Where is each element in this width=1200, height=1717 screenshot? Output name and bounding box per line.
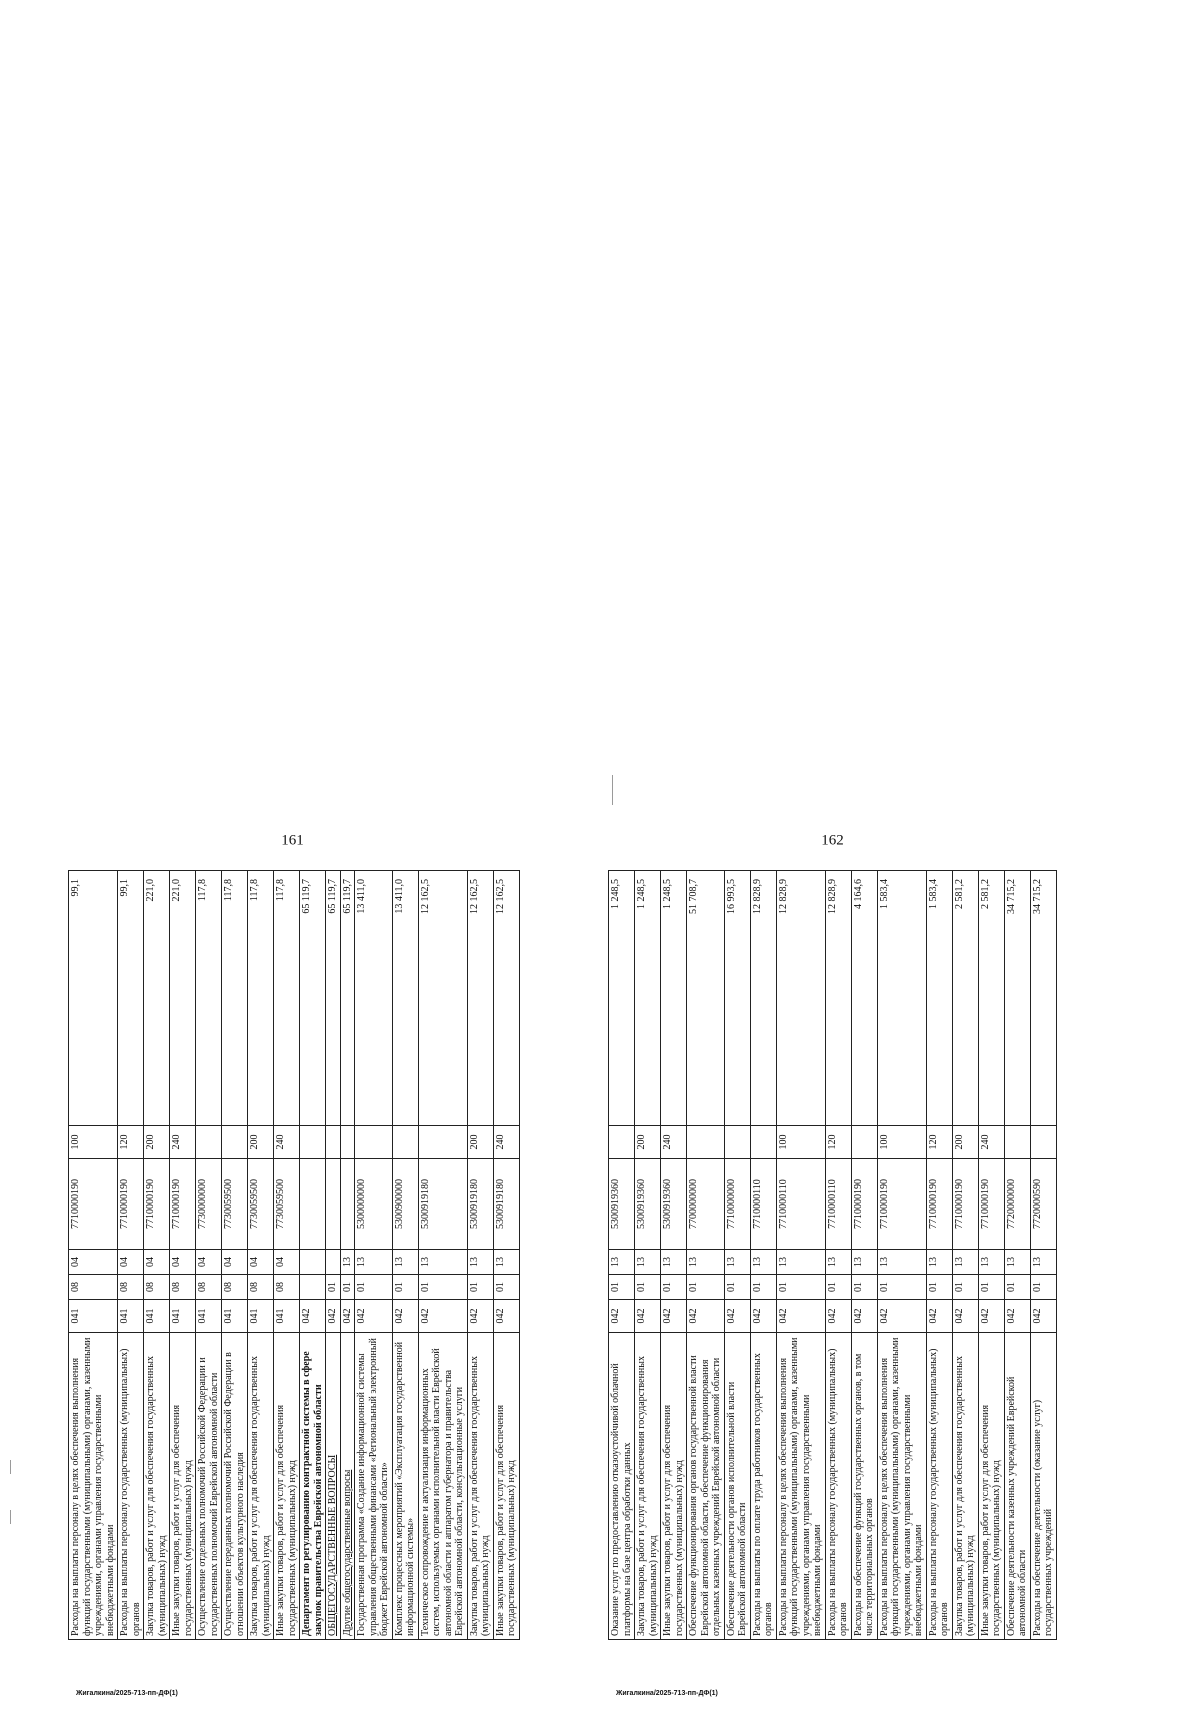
row-grbs-code: 041 bbox=[69, 1300, 118, 1333]
row-subsection-code: 04 bbox=[274, 1250, 300, 1275]
row-amount: 2 581,2 bbox=[978, 871, 1004, 1126]
row-section-code: 01 bbox=[877, 1275, 926, 1300]
row-grbs-code: 042 bbox=[750, 1300, 776, 1333]
table-row bbox=[1030, 871, 1056, 1640]
row-grbs-code: 041 bbox=[170, 1300, 196, 1333]
row-target-article-code: 7710000190 bbox=[926, 1159, 952, 1250]
row-section-code: 08 bbox=[196, 1275, 222, 1300]
row-name: Другие общегосударственные вопросы bbox=[340, 1333, 355, 1640]
row-section-code: 01 bbox=[661, 1275, 687, 1300]
row-grbs-code: 042 bbox=[355, 1300, 393, 1333]
scan-mark bbox=[10, 1460, 11, 1474]
row-amount: 12 162,5 bbox=[418, 871, 467, 1126]
row-expense-type-code: 120 bbox=[118, 1126, 144, 1159]
row-subsection-code: 13 bbox=[635, 1250, 661, 1275]
row-section-code: 01 bbox=[1004, 1275, 1030, 1300]
row-amount: 65 119,7 bbox=[340, 871, 355, 1126]
row-amount: 117,8 bbox=[248, 871, 274, 1126]
row-name: Расходы на выплаты персоналу в целях обеспечения выполнения функций государственными (муниципальными) органами, казенными учреждениями, органами управления государственными внебюджетными фондами bbox=[877, 1333, 926, 1640]
row-amount: 12 162,5 bbox=[467, 871, 493, 1126]
row-name: Иные закупки товаров, работ и услуг для обеспечения государственных (муниципальных) нужд bbox=[978, 1333, 1004, 1640]
row-amount: 12 828,9 bbox=[825, 871, 851, 1126]
page-number: 162 bbox=[821, 832, 844, 849]
row-section-code: 01 bbox=[355, 1275, 393, 1300]
row-expense-type-code bbox=[851, 1126, 877, 1159]
row-grbs-code: 042 bbox=[340, 1300, 355, 1333]
row-amount: 99,1 bbox=[69, 871, 118, 1126]
row-grbs-code: 041 bbox=[118, 1300, 144, 1333]
row-expense-type-code bbox=[750, 1126, 776, 1159]
row-section-code: 01 bbox=[926, 1275, 952, 1300]
row-expense-type-code bbox=[392, 1126, 418, 1159]
row-expense-type-code: 100 bbox=[69, 1126, 118, 1159]
row-name: Расходы на обеспечение функций государственных органов, в том числе территориальных органов bbox=[851, 1333, 877, 1640]
row-section-code: 01 bbox=[340, 1275, 355, 1300]
row-subsection-code: 13 bbox=[418, 1250, 467, 1275]
table-row bbox=[196, 871, 222, 1640]
row-grbs-code: 042 bbox=[635, 1300, 661, 1333]
row-name: Расходы на выплаты персоналу в целях обеспечения выполнения функций государственными (муниципальными) органами, казенными учреждениями, органами управления государственными внебюджетными фондами bbox=[776, 1333, 825, 1640]
row-section-code: 01 bbox=[851, 1275, 877, 1300]
row-name: Обеспечение функционирования органов государственной власти Еврейской автономной области, обеспечение функционирования отдельных казенных учреждений Еврейской автономной области bbox=[687, 1333, 725, 1640]
row-name: ОБЩЕГОСУДАРСТВЕННЫЕ ВОПРОСЫ bbox=[326, 1333, 341, 1640]
row-amount: 221,0 bbox=[170, 871, 196, 1126]
row-subsection-code: 04 bbox=[248, 1250, 274, 1275]
row-expense-type-code bbox=[687, 1126, 725, 1159]
row-amount: 34 715,2 bbox=[1030, 871, 1056, 1126]
table-row bbox=[69, 871, 118, 1640]
table-row bbox=[222, 871, 248, 1640]
row-target-article-code: 7710000190 bbox=[877, 1159, 926, 1250]
table-row bbox=[340, 871, 355, 1640]
row-name: Обеспечение деятельности казенных учреждений Еврейской автономной области bbox=[1004, 1333, 1030, 1640]
row-expense-type-code: 200 bbox=[952, 1126, 978, 1159]
row-subsection-code: 13 bbox=[750, 1250, 776, 1275]
row-target-article-code: 7710000190 bbox=[978, 1159, 1004, 1250]
row-section-code: 08 bbox=[118, 1275, 144, 1300]
table-row bbox=[170, 871, 196, 1640]
row-name: Комплекс процессных мероприятий «Эксплуатация государственной информационной системы» bbox=[392, 1333, 418, 1640]
row-amount: 2 581,2 bbox=[952, 871, 978, 1126]
row-section-code: 01 bbox=[952, 1275, 978, 1300]
row-amount: 16 993,5 bbox=[724, 871, 750, 1126]
row-grbs-code: 042 bbox=[825, 1300, 851, 1333]
row-target-article-code: 5300919180 bbox=[493, 1159, 519, 1250]
row-subsection-code bbox=[300, 1250, 326, 1275]
row-section-code: 01 bbox=[724, 1275, 750, 1300]
row-expense-type-code bbox=[222, 1126, 248, 1159]
row-subsection-code: 13 bbox=[1004, 1250, 1030, 1275]
row-grbs-code: 042 bbox=[609, 1300, 635, 1333]
scan-mark bbox=[10, 1510, 11, 1524]
row-subsection-code: 13 bbox=[340, 1250, 355, 1275]
budget-table bbox=[608, 870, 1057, 1640]
row-section-code bbox=[300, 1275, 326, 1300]
row-grbs-code: 041 bbox=[274, 1300, 300, 1333]
row-grbs-code: 042 bbox=[418, 1300, 467, 1333]
row-target-article-code: 5300919180 bbox=[418, 1159, 467, 1250]
row-expense-type-code: 120 bbox=[926, 1126, 952, 1159]
table-row bbox=[609, 871, 635, 1640]
row-target-article-code: 7710000190 bbox=[118, 1159, 144, 1250]
row-name: Закупка товаров, работ и услуг для обеспечения государственных (муниципальных) нужд bbox=[635, 1333, 661, 1640]
row-expense-type-code bbox=[1030, 1126, 1056, 1159]
row-amount: 1 583,4 bbox=[877, 871, 926, 1126]
page-161 bbox=[68, 832, 517, 1700]
row-expense-type-code bbox=[724, 1126, 750, 1159]
row-amount: 13 411,0 bbox=[355, 871, 393, 1126]
row-expense-type-code: 100 bbox=[877, 1126, 926, 1159]
row-target-article-code: 7700000000 bbox=[687, 1159, 725, 1250]
row-target-article-code bbox=[326, 1159, 341, 1250]
row-target-article-code: 7710000190 bbox=[170, 1159, 196, 1250]
row-name: Расходы на выплаты по оплате труда работников государственных органов bbox=[750, 1333, 776, 1640]
row-target-article-code: 7710000190 bbox=[69, 1159, 118, 1250]
row-amount: 13 411,0 bbox=[392, 871, 418, 1126]
row-section-code: 08 bbox=[144, 1275, 170, 1300]
row-subsection-code: 13 bbox=[493, 1250, 519, 1275]
row-name: Иные закупки товаров, работ и услуг для обеспечения государственных (муниципальных) нужд bbox=[274, 1333, 300, 1640]
table-row bbox=[661, 871, 687, 1640]
row-target-article-code: 7730059500 bbox=[248, 1159, 274, 1250]
row-expense-type-code bbox=[326, 1126, 341, 1159]
row-grbs-code: 042 bbox=[851, 1300, 877, 1333]
row-expense-type-code: 200 bbox=[144, 1126, 170, 1159]
row-grbs-code: 042 bbox=[978, 1300, 1004, 1333]
row-grbs-code: 042 bbox=[926, 1300, 952, 1333]
row-target-article-code: 7710000190 bbox=[952, 1159, 978, 1250]
row-expense-type-code: 240 bbox=[493, 1126, 519, 1159]
row-section-code: 08 bbox=[69, 1275, 118, 1300]
row-amount: 1 248,5 bbox=[661, 871, 687, 1126]
row-target-article-code bbox=[300, 1159, 326, 1250]
row-amount: 12 162,5 bbox=[493, 871, 519, 1126]
row-target-article-code: 7710000190 bbox=[851, 1159, 877, 1250]
row-section-code: 01 bbox=[687, 1275, 725, 1300]
row-name: Закупка товаров, работ и услуг для обеспечения государственных (муниципальных) нужд bbox=[467, 1333, 493, 1640]
row-subsection-code: 04 bbox=[118, 1250, 144, 1275]
table-row bbox=[877, 871, 926, 1640]
row-name: Государственная программа «Создание информационной системы управления общественными финансами «Региональный электронный бюджет Еврейской автономной области» bbox=[355, 1333, 393, 1640]
row-subsection-code: 13 bbox=[952, 1250, 978, 1275]
page-number: 161 bbox=[281, 832, 304, 849]
row-amount: 1 583,4 bbox=[926, 871, 952, 1126]
row-subsection-code: 13 bbox=[609, 1250, 635, 1275]
row-target-article-code bbox=[340, 1159, 355, 1250]
budget-table bbox=[68, 870, 520, 1640]
row-section-code: 01 bbox=[978, 1275, 1004, 1300]
row-subsection-code: 13 bbox=[355, 1250, 393, 1275]
row-expense-type-code bbox=[355, 1126, 393, 1159]
row-subsection-code: 13 bbox=[467, 1250, 493, 1275]
row-target-article-code: 7720000590 bbox=[1030, 1159, 1056, 1250]
row-target-article-code: 5300919360 bbox=[635, 1159, 661, 1250]
row-target-article-code: 7730059500 bbox=[222, 1159, 248, 1250]
row-expense-type-code: 200 bbox=[635, 1126, 661, 1159]
row-amount: 221,0 bbox=[144, 871, 170, 1126]
row-grbs-code: 042 bbox=[687, 1300, 725, 1333]
row-amount: 65 119,7 bbox=[326, 871, 341, 1126]
row-section-code: 01 bbox=[493, 1275, 519, 1300]
table-row bbox=[776, 871, 825, 1640]
row-target-article-code: 7710000110 bbox=[825, 1159, 851, 1250]
row-target-article-code: 5300900000 bbox=[392, 1159, 418, 1250]
row-section-code: 08 bbox=[248, 1275, 274, 1300]
row-amount: 12 828,9 bbox=[750, 871, 776, 1126]
table-row bbox=[635, 871, 661, 1640]
row-grbs-code: 042 bbox=[952, 1300, 978, 1333]
row-name: Техническое сопровождение и актуализация информационных систем, используемых органами исполнительной власти Еврейской автономной области и аппаратом губернатора и правительства Еврейской автономной области, консультационные услуги bbox=[418, 1333, 467, 1640]
row-expense-type-code bbox=[418, 1126, 467, 1159]
row-expense-type-code: 240 bbox=[170, 1126, 196, 1159]
row-target-article-code: 7730000000 bbox=[196, 1159, 222, 1250]
row-grbs-code: 042 bbox=[392, 1300, 418, 1333]
row-section-code: 08 bbox=[274, 1275, 300, 1300]
row-expense-type-code: 240 bbox=[978, 1126, 1004, 1159]
row-target-article-code: 7730059500 bbox=[274, 1159, 300, 1250]
row-grbs-code: 041 bbox=[248, 1300, 274, 1333]
row-section-code: 01 bbox=[609, 1275, 635, 1300]
row-subsection-code bbox=[326, 1250, 341, 1275]
table-row bbox=[825, 871, 851, 1640]
table-row bbox=[248, 871, 274, 1640]
row-subsection-code: 13 bbox=[776, 1250, 825, 1275]
row-amount: 4 164,6 bbox=[851, 871, 877, 1126]
row-grbs-code: 041 bbox=[222, 1300, 248, 1333]
row-subsection-code: 04 bbox=[69, 1250, 118, 1275]
row-expense-type-code: 240 bbox=[274, 1126, 300, 1159]
row-expense-type-code: 240 bbox=[661, 1126, 687, 1159]
row-amount: 34 715,2 bbox=[1004, 871, 1030, 1126]
row-target-article-code: 5300919360 bbox=[661, 1159, 687, 1250]
table-row bbox=[300, 871, 326, 1640]
table-row bbox=[687, 871, 725, 1640]
row-expense-type-code bbox=[340, 1126, 355, 1159]
row-target-article-code: 7710000110 bbox=[750, 1159, 776, 1250]
row-subsection-code: 13 bbox=[851, 1250, 877, 1275]
row-amount: 117,8 bbox=[196, 871, 222, 1126]
row-grbs-code: 042 bbox=[326, 1300, 341, 1333]
row-subsection-code: 13 bbox=[687, 1250, 725, 1275]
table-row bbox=[724, 871, 750, 1640]
row-grbs-code: 042 bbox=[1004, 1300, 1030, 1333]
row-amount: 117,8 bbox=[222, 871, 248, 1126]
row-grbs-code: 042 bbox=[300, 1300, 326, 1333]
row-section-code: 01 bbox=[776, 1275, 825, 1300]
row-amount: 65 119,7 bbox=[300, 871, 326, 1126]
row-expense-type-code bbox=[1004, 1126, 1030, 1159]
row-name: Расходы на обеспечение деятельности (оказание услуг) государственных учреждений bbox=[1030, 1333, 1056, 1640]
row-amount: 12 828,9 bbox=[776, 871, 825, 1126]
table-row bbox=[851, 871, 877, 1640]
row-subsection-code: 13 bbox=[392, 1250, 418, 1275]
row-subsection-code: 04 bbox=[196, 1250, 222, 1275]
row-grbs-code: 042 bbox=[661, 1300, 687, 1333]
row-expense-type-code bbox=[300, 1126, 326, 1159]
row-section-code: 08 bbox=[222, 1275, 248, 1300]
table-row bbox=[274, 871, 300, 1640]
row-subsection-code: 13 bbox=[978, 1250, 1004, 1275]
row-name: Расходы на выплаты персоналу государственных (муниципальных) органов bbox=[926, 1333, 952, 1640]
row-target-article-code: 5300000000 bbox=[355, 1159, 393, 1250]
row-name: Расходы на выплаты персоналу государственных (муниципальных) органов bbox=[825, 1333, 851, 1640]
row-section-code: 01 bbox=[467, 1275, 493, 1300]
row-expense-type-code: 200 bbox=[248, 1126, 274, 1159]
row-section-code: 01 bbox=[750, 1275, 776, 1300]
table-row bbox=[493, 871, 519, 1640]
row-grbs-code: 042 bbox=[1030, 1300, 1056, 1333]
table-row bbox=[926, 871, 952, 1640]
scan-mark bbox=[612, 775, 613, 805]
row-name: Расходы на выплаты персоналу государственных (муниципальных) органов bbox=[118, 1333, 144, 1640]
row-amount: 51 708,7 bbox=[687, 871, 725, 1126]
table-row bbox=[118, 871, 144, 1640]
row-grbs-code: 042 bbox=[467, 1300, 493, 1333]
row-section-code: 01 bbox=[635, 1275, 661, 1300]
row-expense-type-code bbox=[196, 1126, 222, 1159]
row-target-article-code: 7710000000 bbox=[724, 1159, 750, 1250]
table-row bbox=[750, 871, 776, 1640]
row-amount: 117,8 bbox=[274, 871, 300, 1126]
row-target-article-code: 5300919360 bbox=[609, 1159, 635, 1250]
row-grbs-code: 041 bbox=[196, 1300, 222, 1333]
row-section-code: 01 bbox=[418, 1275, 467, 1300]
row-subsection-code: 13 bbox=[825, 1250, 851, 1275]
row-subsection-code: 04 bbox=[222, 1250, 248, 1275]
table-row bbox=[392, 871, 418, 1640]
row-target-article-code: 7710000190 bbox=[144, 1159, 170, 1250]
row-name: Закупка товаров, работ и услуг для обеспечения государственных (муниципальных) нужд bbox=[144, 1333, 170, 1640]
row-section-code: 01 bbox=[392, 1275, 418, 1300]
row-expense-type-code bbox=[609, 1126, 635, 1159]
row-grbs-code: 042 bbox=[877, 1300, 926, 1333]
row-subsection-code: 13 bbox=[724, 1250, 750, 1275]
row-name: Оказание услуг по предоставлению отказоустойчивой облачной платформы на базе центра обработки данных bbox=[609, 1333, 635, 1640]
table-row bbox=[326, 871, 341, 1640]
row-grbs-code: 042 bbox=[493, 1300, 519, 1333]
row-name: Обеспечение деятельности органов исполнительной власти Еврейской автономной области bbox=[724, 1333, 750, 1640]
row-subsection-code: 04 bbox=[170, 1250, 196, 1275]
row-name: Закупка товаров, работ и услуг для обеспечения государственных (муниципальных) нужд bbox=[952, 1333, 978, 1640]
row-name: Расходы на выплаты персоналу в целях обеспечения выполнения функций государственными (муниципальными) органами, казенными учреждениями, органами управления государственными внебюджетными фондами bbox=[69, 1333, 118, 1640]
row-grbs-code: 041 bbox=[144, 1300, 170, 1333]
row-section-code: 08 bbox=[170, 1275, 196, 1300]
page-162 bbox=[608, 832, 1054, 1700]
table-row bbox=[952, 871, 978, 1640]
row-grbs-code: 042 bbox=[776, 1300, 825, 1333]
row-name: Иные закупки товаров, работ и услуг для обеспечения государственных (муниципальных) нужд bbox=[661, 1333, 687, 1640]
row-name: Иные закупки товаров, работ и услуг для обеспечения государственных (муниципальных) нужд bbox=[170, 1333, 196, 1640]
row-target-article-code: 7720000000 bbox=[1004, 1159, 1030, 1250]
footer-code: Жигалкина/2025-713-пп-ДФ(1) bbox=[616, 1690, 718, 1697]
row-target-article-code: 5300919180 bbox=[467, 1159, 493, 1250]
row-name: Осуществление отдельных полномочий Российской Федерации и государственных полномочий Еврейской автономной области bbox=[196, 1333, 222, 1640]
table-row bbox=[978, 871, 1004, 1640]
row-amount: 1 248,5 bbox=[609, 871, 635, 1126]
table-row bbox=[1004, 871, 1030, 1640]
table-row bbox=[355, 871, 393, 1640]
row-subsection-code: 13 bbox=[926, 1250, 952, 1275]
row-expense-type-code: 100 bbox=[776, 1126, 825, 1159]
row-expense-type-code: 120 bbox=[825, 1126, 851, 1159]
row-subsection-code: 04 bbox=[144, 1250, 170, 1275]
row-section-code: 01 bbox=[825, 1275, 851, 1300]
row-amount: 99,1 bbox=[118, 871, 144, 1126]
row-subsection-code: 13 bbox=[661, 1250, 687, 1275]
row-subsection-code: 13 bbox=[1030, 1250, 1056, 1275]
table-row bbox=[467, 871, 493, 1640]
table-row bbox=[144, 871, 170, 1640]
row-name: Закупка товаров, работ и услуг для обеспечения государственных (муниципальных) нужд bbox=[248, 1333, 274, 1640]
row-expense-type-code: 200 bbox=[467, 1126, 493, 1159]
row-name: Иные закупки товаров, работ и услуг для обеспечения государственных (муниципальных) нужд bbox=[493, 1333, 519, 1640]
row-section-code: 01 bbox=[326, 1275, 341, 1300]
row-subsection-code: 13 bbox=[877, 1250, 926, 1275]
row-section-code: 01 bbox=[1030, 1275, 1056, 1300]
row-name: Департамент по регулированию контрактной системы в сфере закупок правительства Еврейской автономной области bbox=[300, 1333, 326, 1640]
row-target-article-code: 7710000110 bbox=[776, 1159, 825, 1250]
row-grbs-code: 042 bbox=[724, 1300, 750, 1333]
row-amount: 1 248,5 bbox=[635, 871, 661, 1126]
table-row bbox=[418, 871, 467, 1640]
footer-code: Жигалкина/2025-713-пп-ДФ(1) bbox=[76, 1690, 178, 1697]
row-name: Осуществление переданных полномочий Российской Федерации в отношении объектов культурного наследия bbox=[222, 1333, 248, 1640]
